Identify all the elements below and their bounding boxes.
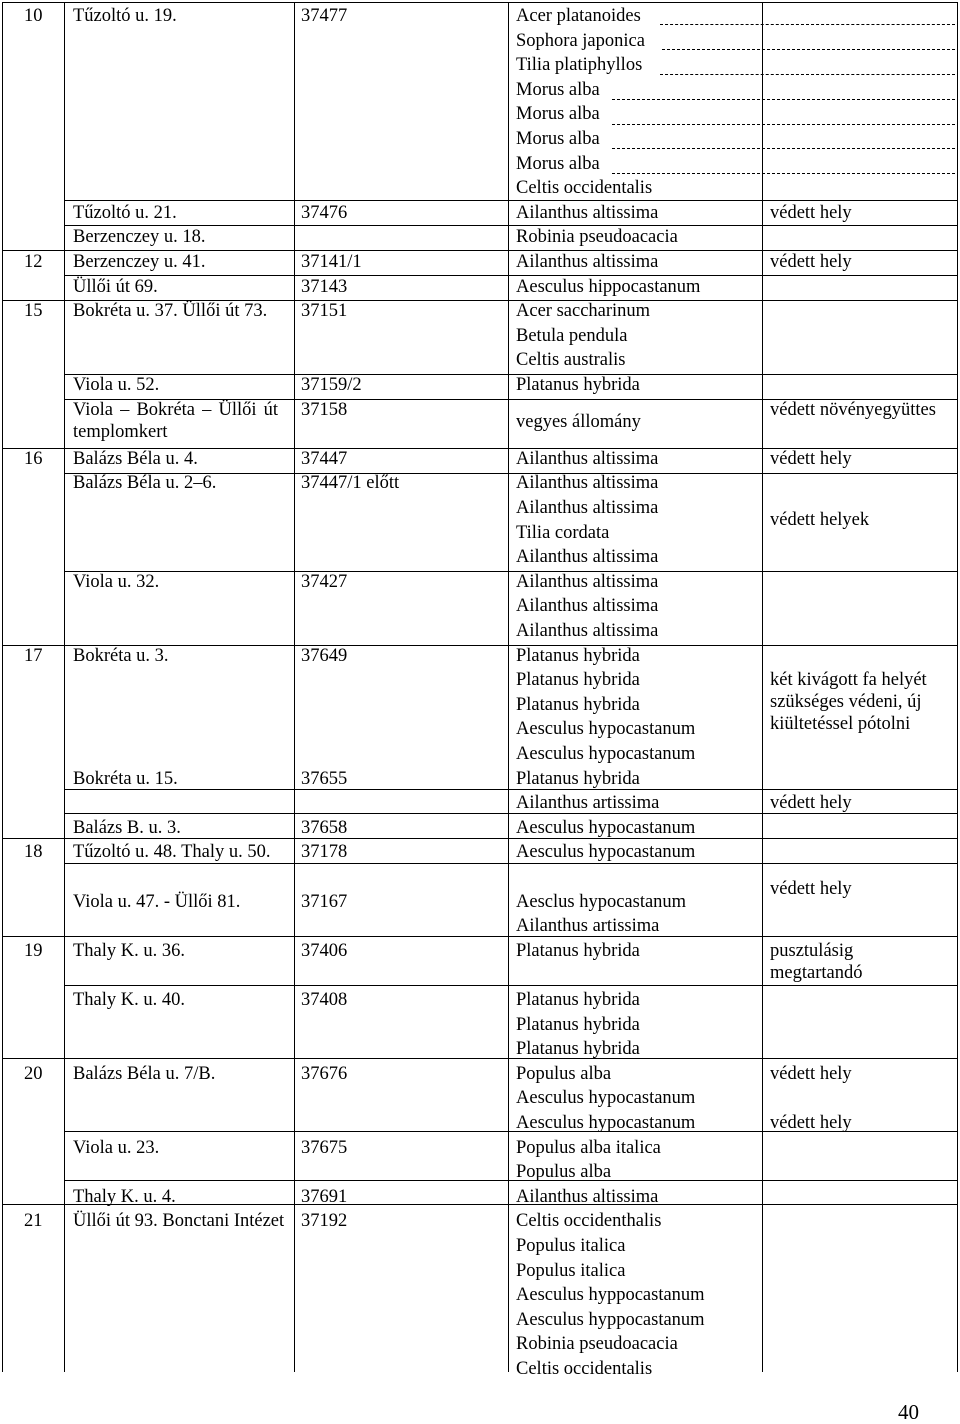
lot-number-cell: 37192: [301, 1211, 348, 1232]
species-cell: Aesculus hyppocastanum: [516, 1309, 705, 1330]
page-number: 40: [898, 1400, 919, 1424]
lot-number-cell: 37476: [301, 202, 348, 223]
remark-cell: védett hely: [770, 252, 852, 272]
address-cell: Berzenczey u. 18.: [73, 227, 206, 248]
species-cell: Populus italica: [516, 1236, 626, 1256]
address-cell: Bokréta u. 3.: [73, 645, 169, 666]
species-cell: Celtis occidentalis: [516, 1359, 653, 1379]
species-cell: Aesculus hypocastanum: [516, 744, 696, 764]
species-cell: Acer platanoides: [516, 6, 641, 26]
species-cell: Populus alba: [516, 1162, 612, 1183]
remark-cell: pusztulásig megtartandó: [770, 940, 863, 983]
address-cell: Tűzoltó u. 19.: [73, 6, 177, 26]
species-cell: Ailanthus altissima: [516, 473, 659, 494]
lot-number-cell: 37141/1: [301, 252, 362, 272]
lot-number-cell: 37167: [301, 891, 348, 912]
address-cell: Bokréta u. 37. Üllői út 73.: [73, 301, 268, 322]
address-cell: Balázs Béla u. 7/B.: [73, 1063, 216, 1084]
species-cell: Tilia cordata: [516, 522, 610, 543]
lot-number-cell: 37447: [301, 448, 348, 469]
species-cell: Ailanthus altissima: [516, 1186, 659, 1207]
remark-cell: védett hely: [770, 879, 852, 900]
species-cell: Aesculus hypocastanum: [516, 817, 696, 838]
lot-number-cell: 37159/2: [301, 375, 362, 395]
lot-number-cell: 37406: [301, 940, 348, 961]
species-cell: Platanus hybrida: [516, 768, 640, 789]
remark-cell: védett hely: [770, 1113, 852, 1133]
species-cell: Platanus hybrida: [516, 1039, 640, 1060]
species-cell: Populus italica: [516, 1260, 626, 1281]
row-number: 10: [24, 6, 43, 26]
species-cell: Morus alba: [516, 129, 600, 149]
species-cell: Ailanthus altissima: [516, 448, 659, 469]
row-number: 17: [24, 645, 43, 666]
address-cell: Balázs Béla u. 4.: [73, 448, 198, 469]
address-cell: Viola u. 23.: [73, 1137, 160, 1158]
lot-number-cell: 37158: [301, 399, 348, 420]
species-cell: Ailanthus altissima: [516, 252, 659, 272]
lot-number-cell: 37691: [301, 1186, 348, 1207]
lot-number-cell: 37143: [301, 276, 348, 297]
species-cell: Platanus hybrida: [516, 990, 640, 1010]
address-cell: Viola u. 47. - Üllői 81.: [73, 891, 241, 912]
species-cell: Aesculus hyppocastanum: [516, 1285, 705, 1306]
species-cell: Celtis occidentalis: [516, 178, 653, 199]
lot-number-cell: 37649: [301, 645, 348, 666]
lot-number-cell: 37658: [301, 817, 348, 838]
lot-number-cell: 37151: [301, 301, 348, 322]
address-cell: Viola u. 52.: [73, 375, 160, 395]
species-cell: Tilia platiphyllos: [516, 55, 643, 76]
species-cell: Populus alba italica: [516, 1137, 661, 1158]
species-cell: Ailanthus altissima: [516, 202, 659, 223]
remark-cell: védett helyek: [770, 510, 870, 531]
species-cell: vegyes állomány: [516, 411, 641, 432]
species-cell: Celtis occidenthalis: [516, 1211, 662, 1232]
address-cell: Viola u. 32.: [73, 571, 160, 592]
species-cell: Platanus hybrida: [516, 1014, 640, 1035]
species-cell: Robinia pseudoacacia: [516, 227, 678, 248]
species-cell: Celtis australis: [516, 350, 626, 371]
address-cell: Viola – Bokréta – Üllői út templomkert: [73, 399, 278, 442]
species-cell: Platanus hybrida: [516, 645, 640, 666]
species-cell: Ailanthus altissima: [516, 498, 659, 518]
row-number: 16: [24, 448, 43, 469]
remark-cell: két kivágott fa helyét szükséges védeni, új kiültetéssel pótolni: [770, 670, 927, 735]
species-cell: Aesculus hypocastanum: [516, 1088, 696, 1109]
lot-number-cell: 37655: [301, 768, 348, 789]
species-cell: Morus alba: [516, 79, 600, 100]
address-cell: Thaly K. u. 36.: [73, 940, 186, 961]
row-number: 12: [24, 252, 43, 272]
lot-number-cell: 37408: [301, 990, 348, 1010]
address-cell: Thaly K. u. 4.: [73, 1186, 176, 1207]
address-cell: Balázs B. u. 3.: [73, 817, 181, 838]
lot-number-cell: 37427: [301, 571, 348, 592]
species-cell: Aesculus hippocastanum: [516, 276, 701, 297]
address-cell: Balázs Béla u. 2–6.: [73, 473, 217, 494]
address-cell: Üllői út 93. Bonctani Intézet: [73, 1211, 285, 1232]
address-cell: Üllői út 69.: [73, 276, 158, 297]
species-cell: Aesclus hypocastanum: [516, 891, 687, 912]
species-cell: Aesculus hypocastanum: [516, 842, 696, 863]
species-cell: Platanus hybrida: [516, 375, 640, 395]
address-cell: Tűzoltó u. 21.: [73, 202, 177, 223]
remark-cell: védett hely: [770, 793, 852, 814]
species-cell: Acer saccharinum: [516, 301, 651, 322]
species-cell: Populus alba: [516, 1063, 612, 1084]
species-cell: Ailanthus altissima: [516, 571, 659, 592]
address-cell: Tűzoltó u. 48. Thaly u. 50.: [73, 842, 271, 863]
species-cell: Ailanthus altissima: [516, 547, 659, 568]
species-cell: Betula pendula: [516, 325, 628, 346]
species-cell: Platanus hybrida: [516, 940, 640, 961]
species-cell: Aesculus hypocastanum: [516, 1113, 696, 1133]
lot-number-cell: 37178: [301, 842, 348, 863]
species-cell: Morus alba: [516, 104, 600, 125]
row-number: 18: [24, 842, 43, 863]
remark-cell: védett növényegyüttes: [770, 399, 936, 420]
species-cell: Sophora japonica: [516, 30, 645, 51]
address-cell: Thaly K. u. 40.: [73, 990, 186, 1010]
remark-cell: védett hely: [770, 202, 852, 223]
remark-cell: védett hely: [770, 448, 852, 469]
species-cell: Ailanthus artissima: [516, 793, 660, 814]
species-cell: Platanus hybrida: [516, 670, 640, 691]
lot-number-cell: 37447/1 előtt: [301, 473, 400, 494]
address-cell: Berzenczey u. 41.: [73, 252, 206, 272]
row-number: 19: [24, 940, 43, 961]
remark-cell: védett hely: [770, 1063, 852, 1084]
lot-number-cell: 37676: [301, 1063, 348, 1084]
lot-number-cell: 37675: [301, 1137, 348, 1158]
row-number: 21: [24, 1211, 43, 1232]
species-cell: Platanus hybrida: [516, 694, 640, 715]
row-number: 20: [24, 1063, 43, 1084]
species-cell: Ailanthus altissima: [516, 621, 659, 641]
address-cell: Bokréta u. 15.: [73, 768, 178, 789]
lot-number-cell: 37477: [301, 6, 348, 26]
species-cell: Ailanthus artissima: [516, 916, 660, 937]
species-cell: Ailanthus altissima: [516, 596, 659, 617]
species-cell: Aesculus hypocastanum: [516, 719, 696, 740]
species-cell: Morus alba: [516, 153, 600, 174]
row-number: 15: [24, 301, 43, 322]
species-cell: Robinia pseudoacacia: [516, 1334, 678, 1355]
